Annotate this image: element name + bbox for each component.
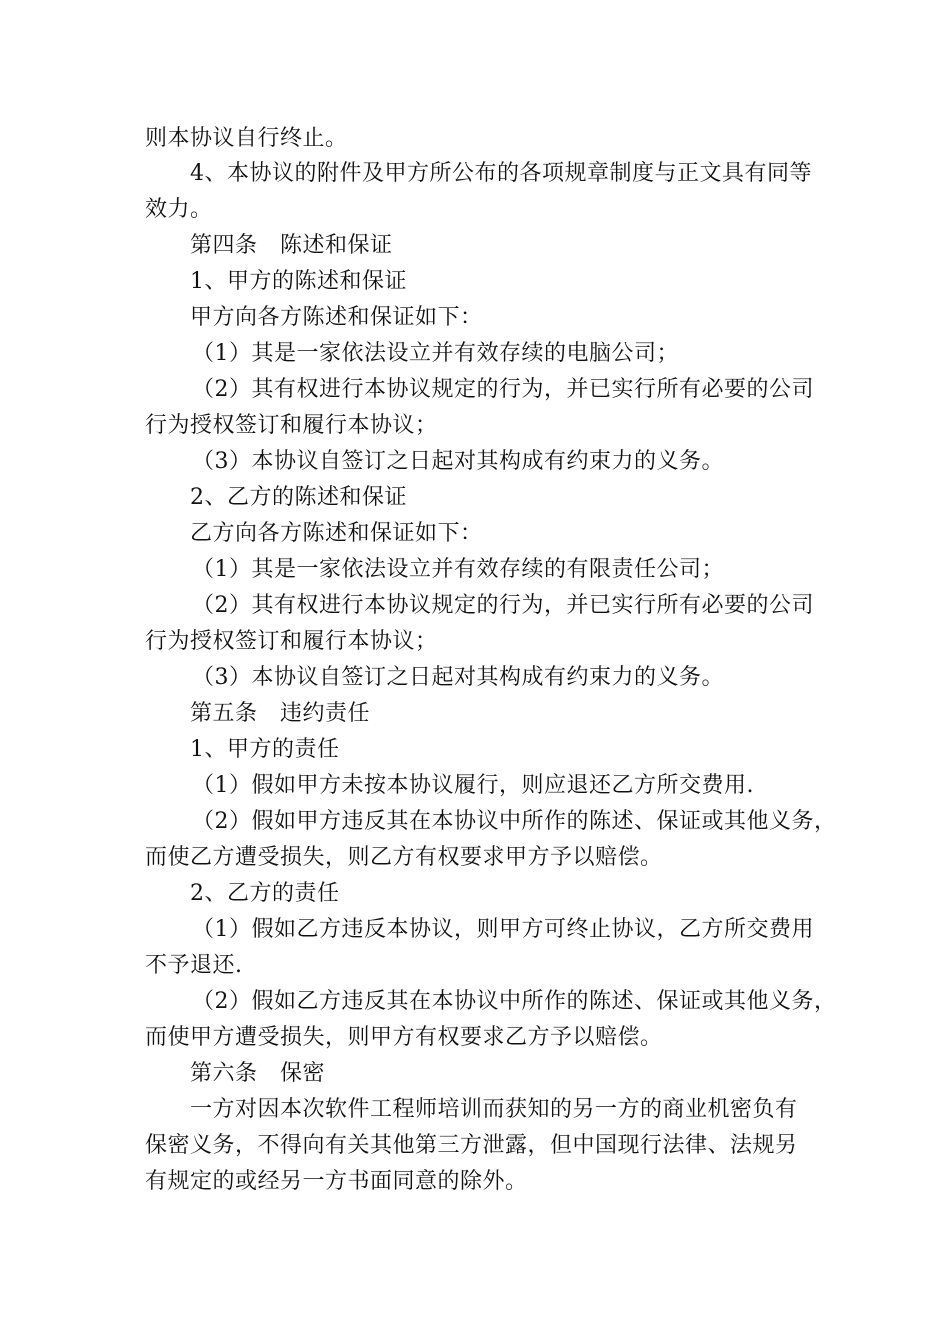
paragraph-line: 一方对因本次软件工程师培训而获知的另一方的商业机密负有 [190, 1097, 798, 1122]
paragraph-line: 乙方向各方陈述和保证如下： [190, 521, 483, 546]
list-item: （3）本协议自签订之日起对其构成有约束力的义务。 [192, 665, 724, 690]
list-item: （1）假如甲方未按本协议履行，则应退还乙方所交费用. [192, 773, 754, 798]
list-item-continuation: 行为授权签订和履行本协议； [145, 629, 438, 654]
paragraph-line: 4、本协议的附件及甲方所公布的各项规章制度与正文具有同等 [190, 161, 812, 186]
list-item: （1）其是一家依法设立并有效存续的有限责任公司； [192, 557, 724, 582]
list-item: （1）其是一家依法设立并有效存续的电脑公司； [192, 341, 679, 366]
paragraph-line: 有规定的或经另一方书面同意的除外。 [145, 1169, 528, 1194]
list-item-continuation: 不予退还. [145, 953, 243, 978]
list-item: （2）其有权进行本协议规定的行为，并已实行所有必要的公司 [192, 593, 814, 618]
subsection-heading: 1、甲方的责任 [190, 737, 340, 762]
paragraph-line: 甲方向各方陈述和保证如下： [190, 305, 483, 330]
list-item-continuation: 而使甲方遭受损失，则甲方有权要求乙方予以赔偿。 [145, 1025, 663, 1050]
section-heading: 第五条 违约责任 [190, 701, 371, 726]
subsection-heading: 2、乙方的责任 [190, 881, 340, 906]
list-item: （2）其有权进行本协议规定的行为，并已实行所有必要的公司 [192, 377, 814, 402]
paragraph-line: 保密义务，不得向有关其他第三方泄露，但中国现行法律、法规另 [145, 1133, 798, 1158]
list-item: （2）假如乙方违反其在本协议中所作的陈述、保证或其他义务， [192, 989, 837, 1014]
subsection-heading: 2、乙方的陈述和保证 [190, 485, 407, 510]
list-item: （3）本协议自签订之日起对其构成有约束力的义务。 [192, 449, 724, 474]
paragraph-line: 效力。 [145, 197, 213, 222]
section-heading: 第六条 保密 [190, 1061, 326, 1086]
section-heading: 第四条 陈述和保证 [190, 233, 393, 258]
paragraph-line: 则本协议自行终止。 [145, 126, 348, 151]
subsection-heading: 1、甲方的陈述和保证 [190, 269, 407, 294]
list-item: （1）假如乙方违反本协议，则甲方可终止协议，乙方所交费用 [192, 917, 814, 942]
list-item: （2）假如甲方违反其在本协议中所作的陈述、保证或其他义务， [192, 809, 837, 834]
list-item-continuation: 行为授权签订和履行本协议； [145, 413, 438, 438]
list-item-continuation: 而使乙方遭受损失，则乙方有权要求甲方予以赔偿。 [145, 845, 663, 870]
